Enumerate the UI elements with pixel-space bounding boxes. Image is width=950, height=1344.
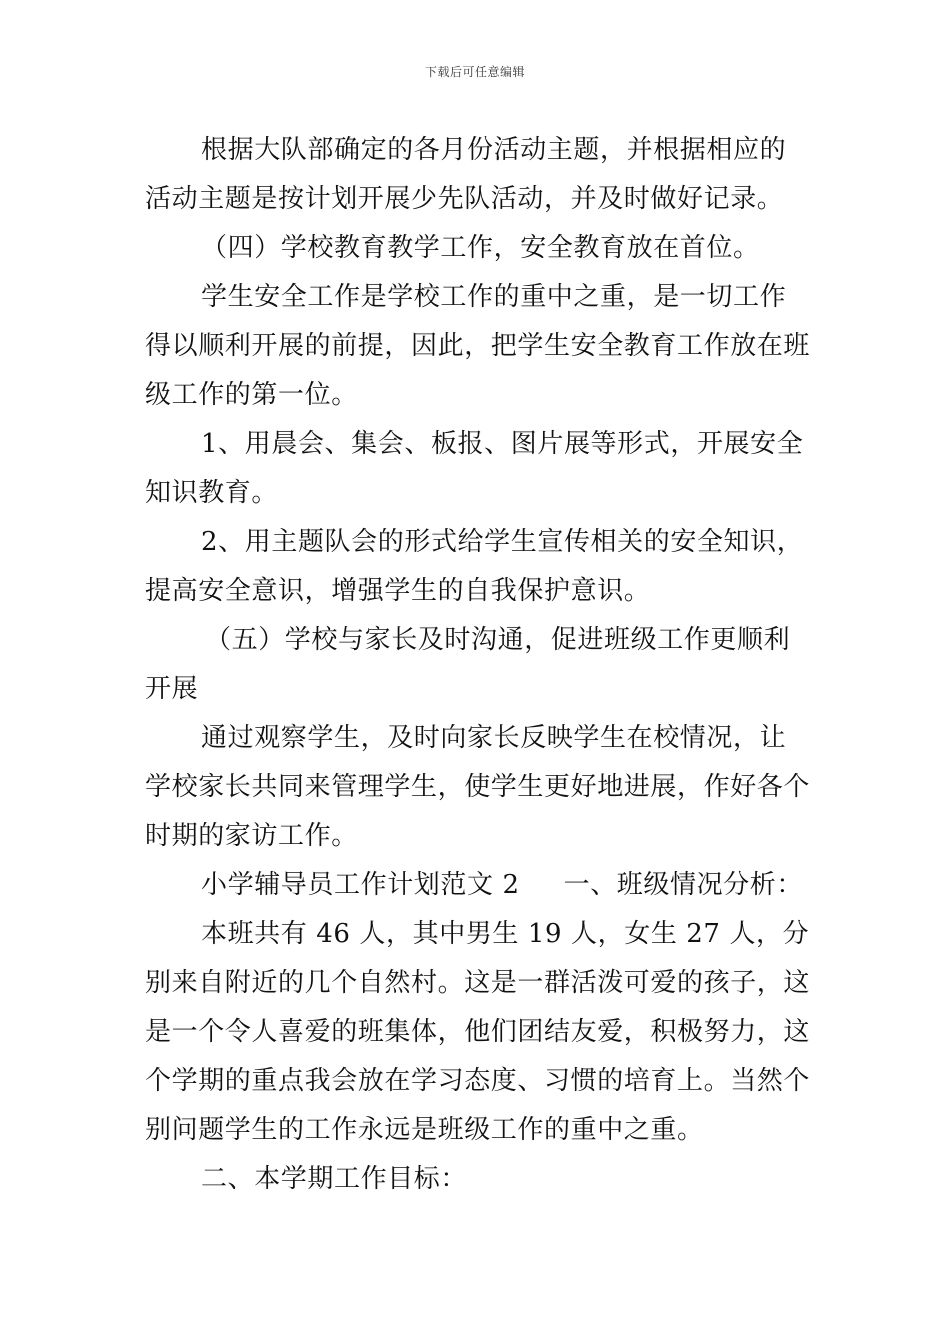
document-body (145, 126, 810, 1204)
section-title: 小学辅导员工作计划范文 2 (201, 870, 520, 900)
paragraph-safety-work: 学生安全工作是学校工作的重中之重，是一切工作得以顺利开展的前提，因此，把学生安全教育工作放在班级工作的第一位。 (145, 282, 811, 410)
paragraph-safety-item-2: 2、用主题队会的形式给学生宣传相关的安全知识，提高安全意识，增强学生的自我保护意识。 (145, 527, 804, 606)
paragraph-safety-item-1: 1、用晨会、集会、板报、图片展等形式，开展安全知识教育。 (145, 429, 804, 508)
paragraph-parent-communication: 通过观察学生，及时向家长反映学生在校情况，让学校家长共同来管理学生，使学生更好地进展，作好各个时期的家访工作。 (145, 723, 811, 851)
paragraph-semester-goals-heading: 二、本学期工作目标： (201, 1164, 468, 1194)
paragraph-activity-themes: 根据大队部确定的各月份活动主题，并根据相应的活动主题是按计划开展少先队活动，并及时做好记录。 (145, 135, 787, 214)
section-subtitle: 一、班级情况分析： (563, 870, 804, 900)
paragraph-section-four-heading: （四）学校教育教学工作，安全教育放在首位。 (201, 233, 760, 263)
section-title-line (145, 861, 810, 910)
paragraph-class-analysis: 本班共有 46 人，其中男生 19 人，女生 27 人，分别来自附近的几个自然村。这是一群活泼可爱的孩子，这是一个令人喜爱的班集体，他们团结友爱，积极努力，这个学期的重点我会放在学习态度、习惯的培育上。当然个别问题学生的工作永远是班级工作的重中之重。 (145, 919, 811, 1145)
page-header: 下载后可任意编辑 (424, 65, 525, 79)
paragraph-section-five-heading: （五）学校与家长及时沟通，促进班级工作更顺利开展 (145, 625, 791, 704)
